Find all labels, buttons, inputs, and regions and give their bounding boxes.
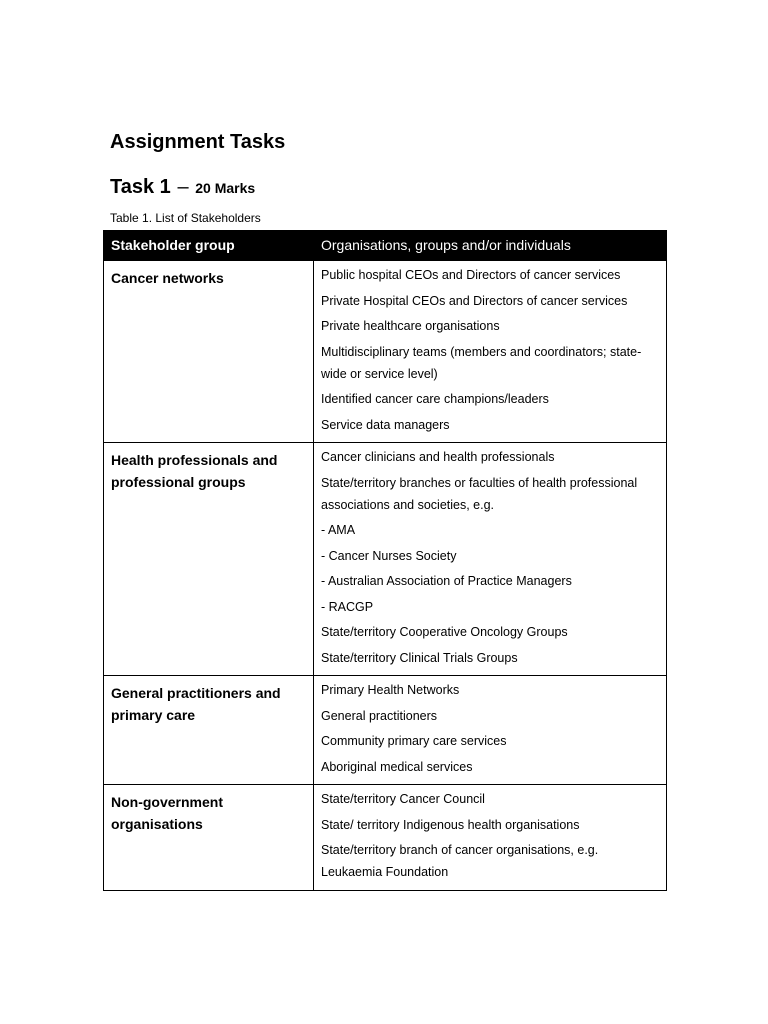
organisation-item: Service data managers	[321, 417, 450, 432]
organisations-cell	[314, 676, 667, 785]
stakeholder-group-cell: Health professionals and professional groups	[104, 443, 314, 676]
stakeholder-group-cell: General practitioners and primary care	[104, 676, 314, 785]
organisation-item: State/territory Cancer Council	[321, 792, 485, 806]
organisation-item: - RACGP	[321, 599, 374, 614]
table-row	[104, 261, 667, 443]
task-separator: –	[177, 176, 189, 198]
table-row	[104, 443, 667, 676]
organisation-item: Cancer clinicians and health professionals	[321, 450, 555, 464]
organisation-item: Aboriginal medical services	[321, 759, 473, 774]
stakeholder-group-cell: Cancer networks	[104, 261, 314, 443]
table-body	[104, 261, 667, 891]
organisations-cell	[314, 261, 667, 443]
table-row	[104, 676, 667, 785]
column-header-organisations: Organisations, groups and/or individuals	[314, 231, 667, 261]
organisation-item: Private healthcare organisations	[321, 319, 500, 333]
table-row	[104, 785, 667, 891]
organisation-item: - Australian Association of Practice Managers	[321, 574, 572, 588]
organisation-item: - AMA	[321, 523, 356, 537]
organisation-item: State/territory branch of cancer organisations, e.g. Leukaemia Foundation	[321, 843, 599, 879]
column-header-stakeholder-group: Stakeholder group	[104, 231, 314, 261]
table-header-row	[104, 231, 667, 261]
organisation-item: Private Hospital CEOs and Directors of cancer services	[321, 293, 628, 308]
organisation-item: State/territory Cooperative Oncology Groups	[321, 625, 568, 639]
organisations-cell	[314, 443, 667, 676]
stakeholder-group-cell: Non-government organisations	[104, 785, 314, 891]
organisation-item: Multidisciplinary teams (members and coordinators; state-wide or service level)	[321, 344, 642, 381]
table-caption: Table 1. List of Stakeholders	[110, 211, 261, 225]
stakeholder-table	[103, 230, 667, 891]
organisations-cell	[314, 785, 667, 891]
task-name: Task 1	[110, 176, 171, 198]
task-heading	[110, 173, 255, 201]
page-title: Assignment Tasks	[110, 131, 286, 153]
organisation-item: - Cancer Nurses Society	[321, 548, 457, 563]
task-marks: 20 Marks	[195, 180, 256, 196]
organisation-item: Public hospital CEOs and Directors of cancer services	[321, 268, 621, 282]
organisation-item: Primary Health Networks	[321, 683, 460, 697]
organisation-item: State/territory Clinical Trials Groups	[321, 650, 518, 665]
organisation-item: Community primary care services	[321, 734, 507, 748]
organisation-item: General practitioners	[321, 708, 438, 723]
organisation-item: State/territory branches or faculties of health professional associations and societies, e.g.	[321, 475, 638, 512]
organisation-item: Identified cancer care champions/leaders	[321, 392, 549, 406]
organisation-item: State/ territory Indigenous health organisations	[321, 817, 580, 832]
